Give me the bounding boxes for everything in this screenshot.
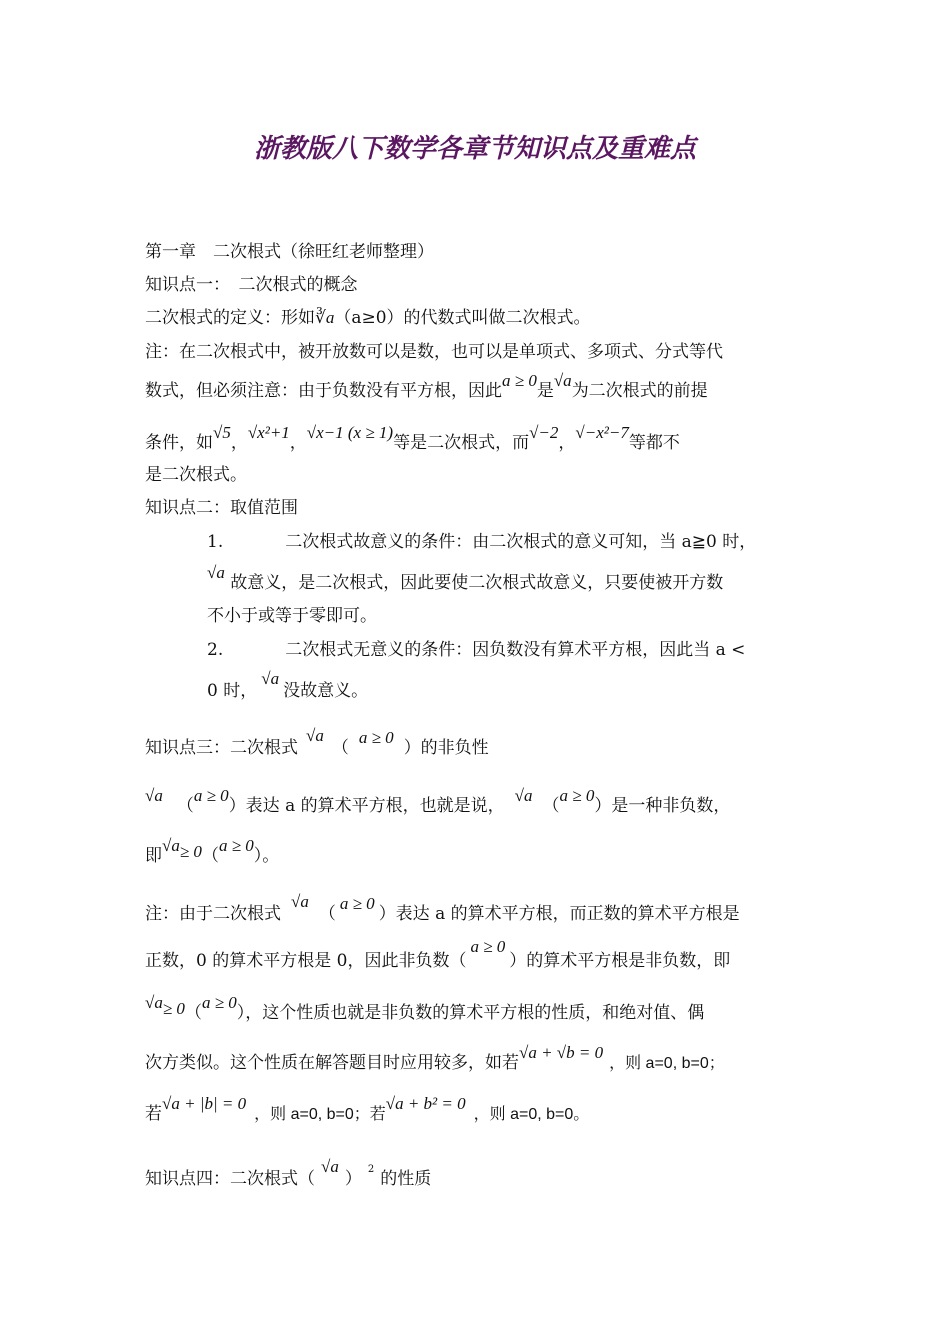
- text: 条件，如: [145, 433, 213, 453]
- text: ）。: [253, 846, 280, 866]
- formula: √a: [553, 371, 572, 390]
- formula: √5: [213, 423, 231, 442]
- kp3-note-line3: √a≥ 0（a ≥ 0），这个性质也就是非负数的算术平方根的性质，和绝对值、偶: [145, 993, 705, 1023]
- kp3-heading: 知识点三：二次根式√a（a ≥ 0）的非负性: [145, 726, 489, 758]
- formula: √a + b² = 0: [385, 1094, 466, 1113]
- kp4-heading: [145, 1157, 432, 1189]
- kp1-note-line3: 条件，如√5，√x²+1，√x−1 (x ≥ 1)等是二次根式，而√−2，√−x²−7等都不: [145, 423, 680, 453]
- kp3-note-line2: [145, 937, 731, 971]
- kp1-note-line4: 是二次根式。: [145, 465, 247, 485]
- list-number: 2.: [207, 640, 224, 660]
- text: 次方类似。这个性质在解答题目时应用较多，如若: [145, 1053, 519, 1073]
- formula: √a + |b| = 0: [162, 1094, 247, 1113]
- formula: √a: [207, 563, 225, 582]
- kp1-definition: [145, 308, 591, 328]
- text: 是: [536, 381, 554, 401]
- text: 等是二次根式，而: [393, 433, 530, 453]
- text: ，则 a=0, b=0。: [473, 1106, 590, 1123]
- text: 为二次根式的前提: [571, 381, 708, 401]
- text: ），这个性质也就是非负数的算术平方根的性质，和绝对值、偶: [236, 1003, 705, 1023]
- formula: ≥ 0: [179, 842, 202, 861]
- text: ）表达 a 的算术平方根，也就是说，: [228, 796, 505, 816]
- formula: √a: [261, 669, 280, 688]
- formula: √a: [162, 836, 180, 855]
- text: 没故意义。: [283, 681, 369, 701]
- text: 二次根式无意义的条件：因负数没有算术平方根，因此当 a <: [285, 640, 746, 660]
- kp3-note-line4: [145, 1043, 725, 1074]
- text: 数式，但必须注意：由于负数没有平方根，因此: [145, 381, 502, 401]
- chapter-heading: 第一章 二次根式（徐旺红老师整理）: [145, 242, 434, 262]
- formula: √x²+1: [247, 423, 290, 442]
- text: 0 时，: [207, 681, 258, 701]
- text: 即: [145, 846, 162, 866]
- formula: ≥ 0: [162, 999, 185, 1018]
- kp3-note-line1: 注：由于二次根式√a（a ≥ 0）表达 a 的算术平方根，而正数的算术平方根是: [145, 892, 740, 924]
- kp1-note-line2: [145, 371, 708, 401]
- text: ，则 a=0, b=0；: [609, 1055, 725, 1072]
- document-title: 浙教版八下数学各章节知识点及重难点: [253, 134, 696, 164]
- text: ）的非负性: [403, 738, 489, 758]
- text: 二次根式的定义：形如: [145, 308, 315, 328]
- kp1-note-line1: 注：在二次根式中，被开放数可以是数，也可以是单项式、多项式、分式等代: [145, 342, 723, 362]
- formula: a ≥ 0: [358, 728, 394, 747]
- formula: a ≥ 0: [559, 786, 595, 805]
- text: 知识点三：二次根式: [145, 738, 298, 758]
- list-number: 1.: [207, 532, 224, 552]
- formula: √x−1 (x ≥ 1): [306, 423, 394, 442]
- text: 等都不: [628, 433, 680, 453]
- exponent: 2: [367, 1164, 375, 1175]
- text: ，则 a=0, b=0；若: [254, 1106, 386, 1123]
- text: 故意义，是二次根式，因此要使二次根式故意义，只要使被开方数: [230, 573, 724, 593]
- kp2-item2-line2: [207, 669, 369, 701]
- formula: √a: [306, 726, 324, 745]
- kp1-heading: 知识点一： 二次根式的概念: [145, 275, 358, 295]
- text: 知识点四：二次根式（: [145, 1169, 315, 1189]
- kp2-item2: [207, 640, 745, 660]
- text: ）表达 a 的算术平方根，而正数的算术平方根是: [378, 904, 740, 924]
- formula: √a: [291, 892, 309, 911]
- text: （a≥0）的代数式叫做二次根式。: [334, 308, 591, 328]
- kp3-note-line5: [145, 1094, 590, 1125]
- formula: √−x²−7: [575, 423, 629, 442]
- formula: √a: [145, 786, 163, 805]
- text: ）的算术平方根是非负数，即: [509, 951, 731, 971]
- text: 二次根式故意义的条件：由二次根式的意义可知，当 a≧0 时，: [285, 532, 757, 552]
- formula: √−2: [529, 423, 559, 442]
- text: 正数，0 的算术平方根是 0，因此非负数（: [145, 951, 467, 971]
- formula: a ≥ 0: [502, 371, 537, 390]
- formula: a ≥ 0: [201, 993, 237, 1012]
- text: 注：由于二次根式: [145, 904, 281, 924]
- kp2-item1-line3: 不小于或等于零即可。: [207, 606, 377, 626]
- text: 若: [145, 1104, 162, 1124]
- formula: √a: [145, 993, 163, 1012]
- formula: a ≥ 0: [193, 786, 229, 805]
- formula: a ≥ 0: [339, 894, 375, 913]
- text: ）是一种非负数，: [594, 796, 731, 816]
- kp3-line1: √a（a ≥ 0）表达 a 的算术平方根，也就是说，√a（a ≥ 0）是一种非负数，: [145, 786, 731, 816]
- kp2-heading: 知识点二：取值范围: [145, 498, 298, 518]
- text: 的性质: [380, 1169, 432, 1189]
- kp2-item1: [207, 532, 756, 552]
- formula: ∛a: [315, 308, 335, 327]
- formula: a ≥ 0: [470, 937, 506, 956]
- text: ）: [344, 1169, 362, 1189]
- formula: a ≥ 0: [218, 836, 254, 855]
- formula: √a: [514, 786, 533, 805]
- formula: √a: [321, 1157, 339, 1176]
- kp3-line2: 即√a≥ 0（a ≥ 0）。: [145, 836, 280, 866]
- formula: √a + √b = 0: [519, 1043, 604, 1062]
- kp2-item1-line2: [207, 563, 724, 593]
